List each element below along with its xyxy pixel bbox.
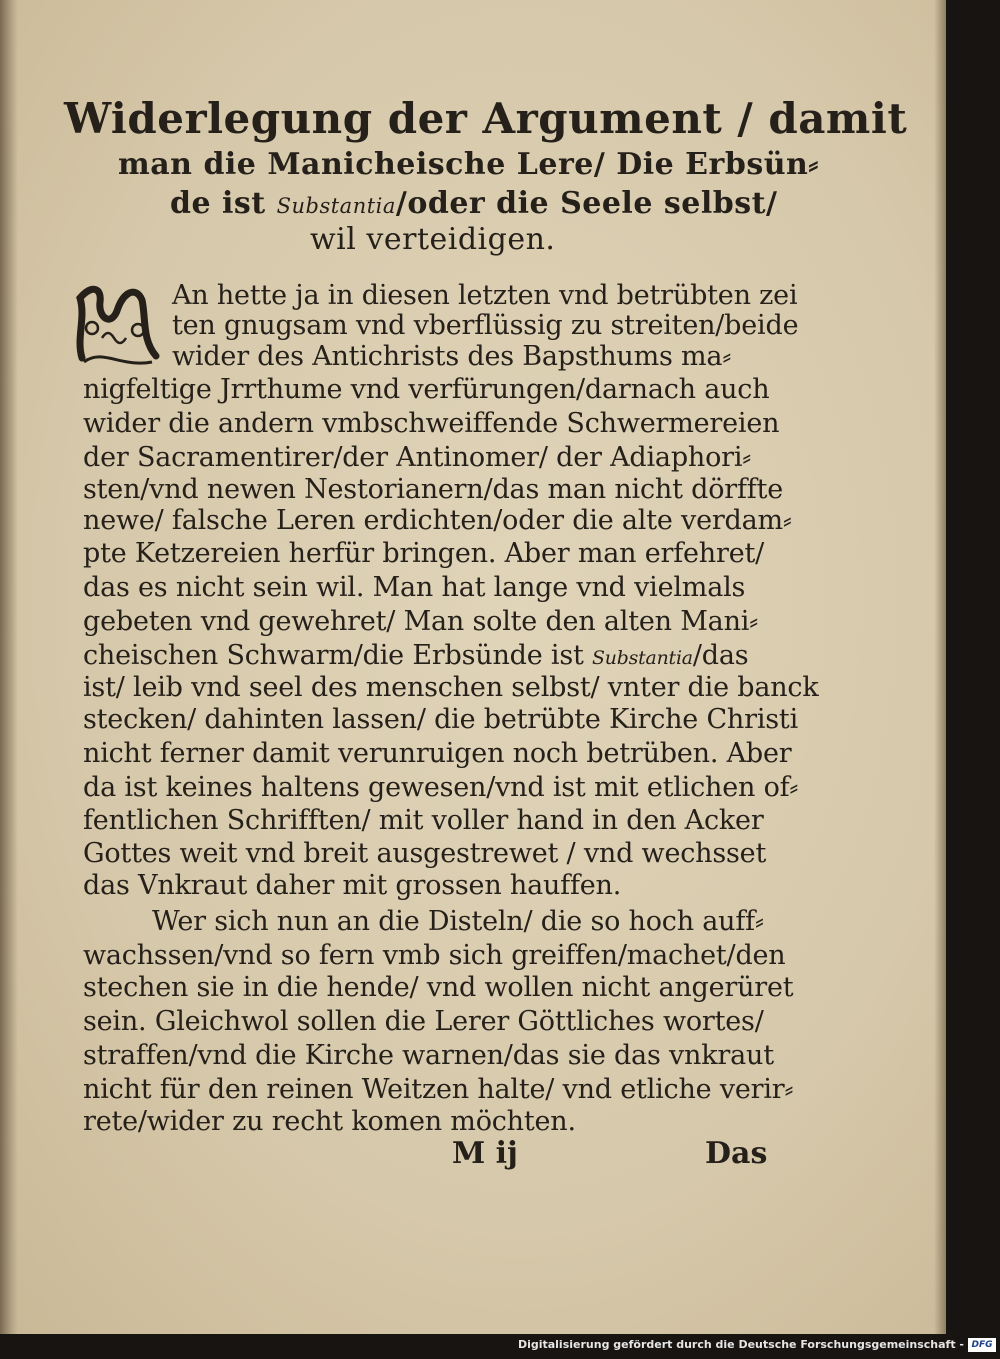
body-line-20: Wer sich nun an die Disteln/ die so hoch auff⸗: [152, 906, 764, 937]
heading-line-3: [170, 186, 777, 221]
body-line-02: ten gnugsam vnd vberflüssig zu streiten/beide: [172, 310, 799, 341]
body-line-26: rete/wider zu recht komen möchten.: [83, 1106, 576, 1137]
body-line-17: fentlichen Schrifften/ mit voller hand in den Acker: [83, 805, 764, 836]
heading-line-1: Widerlegung der Argument / damit: [64, 94, 908, 143]
body-line-15: nicht ferner damit verunruigen noch betrüben. Aber: [83, 738, 792, 769]
dfg-logo: DFG: [968, 1338, 996, 1352]
page-left-shadow: [0, 0, 18, 1334]
body-line-06: der Sacramentirer/der Antinomer/ der Adiaphori⸗: [83, 442, 752, 473]
body-line-16: da ist keines haltens gewesen/vnd ist mit etlichen of⸗: [83, 772, 799, 803]
heading-line-3-pre: de ist: [170, 186, 277, 221]
body-line-05: wider die andern vmbschweiffende Schwermereien: [83, 408, 780, 439]
body-line-22: stechen sie in die hende/ vnd wollen nicht angerüret: [83, 972, 794, 1003]
body-line-12: [83, 640, 748, 671]
body-line-21: wachssen/vnd so fern vmb sich greiffen/machet/den: [83, 940, 786, 971]
body-latin-term: Substantia: [592, 647, 693, 669]
body-line-04: nigfeltige Jrrthume vnd verfürungen/darnach auch: [83, 374, 770, 405]
body-line-07: sten/vnd newen Nestorianern/das man nicht dörffte: [83, 474, 783, 505]
body-line-11: gebeten vnd gewehret/ Man solte den alten Mani⸗: [83, 606, 758, 637]
page-right-shadow: [934, 0, 946, 1334]
body-line-03: wider des Antichrists des Bapsthums ma⸗: [172, 341, 732, 372]
body-line-24: straffen/vnd die Kirche warnen/das sie das vnkraut: [83, 1040, 774, 1071]
body-line-10: das es nicht sein wil. Man hat lange vnd vielmals: [83, 572, 746, 603]
drop-cap-ornament: [72, 278, 164, 370]
body-line-09: pte Ketzereien herfür bringen. Aber man erfehret/: [83, 538, 765, 569]
body-line-14: stecken/ dahinten lassen/ die betrübte Kirche Christi: [83, 704, 798, 735]
body-line-12-post: /das: [692, 640, 749, 671]
body-line-23: sein. Gleichwol sollen die Lerer Göttliches wortes/: [83, 1006, 764, 1037]
body-line-12-pre: cheischen Schwarm/die Erbsünde ist: [83, 640, 593, 671]
funding-credit: Digitalisierung gefördert durch die Deutsche Forschungsgemeinschaft -: [517, 1338, 964, 1351]
body-line-01: An hette ja in diesen letzten vnd betrübten zei: [172, 280, 798, 311]
heading-line-3-post: /oder die Seele selbst/: [395, 186, 778, 221]
body-line-08: newe/ falsche Leren erdichten/oder die alte verdam⸗: [83, 505, 792, 536]
body-line-13: ist/ leib vnd seel des menschen selbst/ vnter die banck: [83, 672, 819, 703]
body-line-18: Gottes weit vnd breit ausgestrewet / vnd wechsset: [83, 838, 767, 869]
signature-mark: M ij: [452, 1136, 518, 1171]
heading-latin-term: Substantia: [276, 194, 396, 218]
heading-line-4: wil verteidigen.: [310, 222, 556, 257]
body-line-25: nicht für den reinen Weitzen halte/ vnd etliche verir⸗: [83, 1074, 794, 1105]
body-line-19: das Vnkraut daher mit grossen hauffen.: [83, 870, 622, 901]
heading-line-2: man die Manicheische Lere/ Die Erbsün⸗: [118, 147, 819, 182]
catchword: Das: [705, 1136, 768, 1171]
